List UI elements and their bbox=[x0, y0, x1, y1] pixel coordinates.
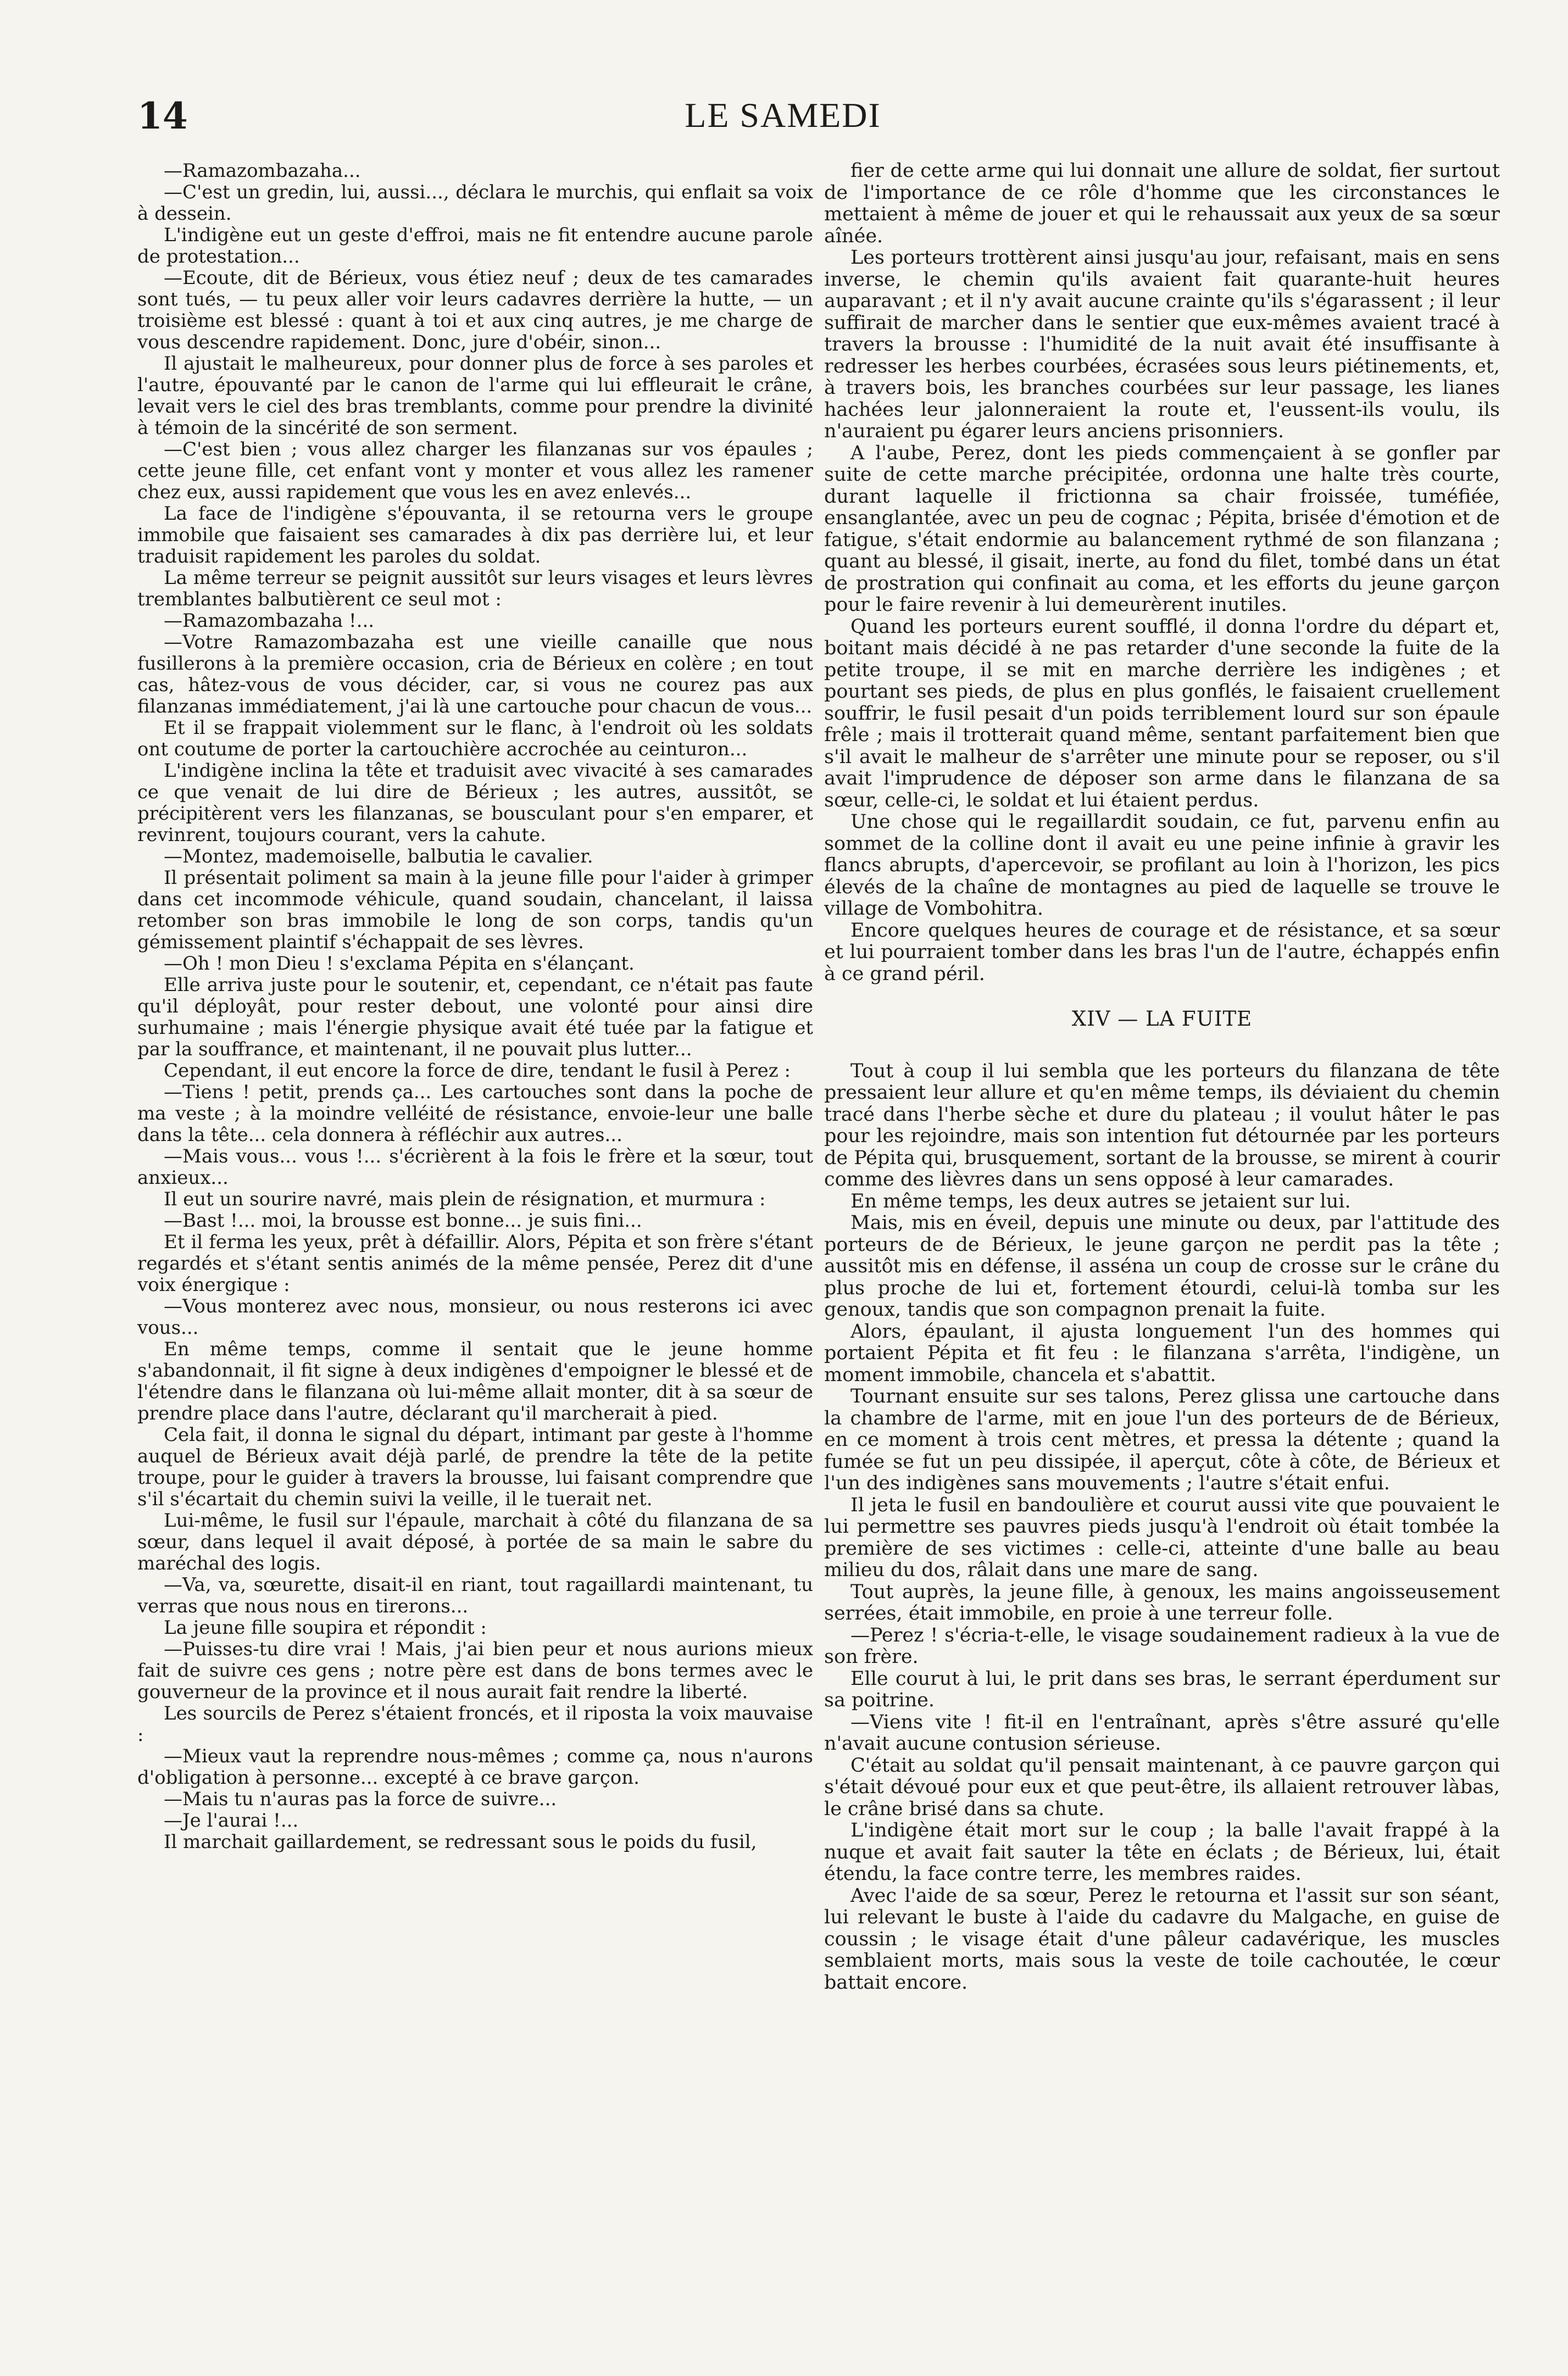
paragraph: —Mais tu n'auras pas la force de suivre... bbox=[164, 1788, 557, 1810]
paragraph: —Ecoute, dit de Bérieux, vous étiez neuf ; deux de tes camarades sont tués, — tu peux aller voir leurs cadavres derrière la hutte, — un troisième est blessé : quant à toi et aux cinq autres, je me charge de vous descendre rapidement. Donc, jure d'obéir, sinon... bbox=[137, 267, 813, 353]
paragraph: —Ramazombazaha !... bbox=[164, 610, 375, 632]
paragraph: L'indigène était mort sur le coup ; la balle l'avait frappé à la nuque et avait fait sauter la tête en éclats ; de Bérieux, lui, était étendu, la face contre terre, les membres raides. bbox=[824, 1819, 1500, 1885]
paragraph: L'indigène eut un geste d'effroi, mais ne fit entendre aucune parole de protestation... bbox=[137, 224, 813, 268]
paragraph: Elle courut à lui, le prit dans ses bras, le serrant éperdument sur sa poitrine. bbox=[824, 1667, 1500, 1711]
paragraph: En même temps, les deux autres se jetaient sur lui. bbox=[850, 1190, 1351, 1212]
paragraph: Avec l'aide de sa sœur, Perez le retourna et l'assit sur son séant, lui relevant le buste à l'aide du cadavre du Malgache, en guise de coussin ; le visage était d'une pâleur cadavérique, les muscles semblaient morts, mais sous la veste de toile cachoutée, le cœur battait encore. bbox=[824, 1884, 1500, 1994]
page-number: 14 bbox=[137, 94, 188, 137]
paragraph: Les sourcils de Perez s'étaient froncés, et il riposta la voix mauvaise : bbox=[137, 1702, 813, 1746]
paragraph: —Puisses-tu dire vrai ! Mais, j'ai bien peur et nous aurions mieux fait de suivre ces gens ; notre père est dans de bons termes avec le gouverneur de la province et il nous aurait fait rendre la liberté. bbox=[137, 1638, 813, 1703]
paragraph: —Va, va, sœurette, disait-il en riant, tout ragaillardi maintenant, tu verras que nous nous en tirerons... bbox=[137, 1574, 813, 1617]
section-title: XIV — LA FUITE bbox=[1071, 1007, 1253, 1031]
paragraph: —Mieux vaut la reprendre nous-mêmes ; comme ça, nous n'aurons d'obligation à personne... excepté à ce brave garçon. bbox=[137, 1745, 813, 1789]
paragraph: Lui-même, le fusil sur l'épaule, marchait à côté du filanzana de sa sœur, dans lequel il avait déposé, à portée de sa main le sabre du maréchal des logis. bbox=[137, 1510, 813, 1574]
paragraph: En même temps, comme il sentait que le jeune homme s'abandonnait, il fit signe à deux indigènes d'empoigner le blessé et de l'étendre dans le filanzana où lui-même allait monter, dit à sa sœur de prendre place dans l'autre, déclarant qu'il marcherait à pied. bbox=[137, 1338, 813, 1425]
paragraph: —Bast !... moi, la brousse est bonne... je suis fini... bbox=[164, 1210, 642, 1232]
paragraph: A l'aube, Perez, dont les pieds commençaient à se gonfler par suite de cette marche précipitée, ordonna une halte très courte, durant laquelle il frictionna sa chair froissée, tuméfiée, ensanglantée, avec un peu de cognac ; Pépita, brisée d'émotion et de fatigue, s'était endormie au balancement rythmé de son filanzana ; quant au blessé, il gisait, inerte, au fond du filet, tombé dans un état de prostration qui confinait au coma, et les efforts du jeune garçon pour le faire revenir à lui demeurèrent inutiles. bbox=[824, 442, 1500, 616]
paragraph: —C'est un gredin, lui, aussi..., déclara le murchis, qui enflait sa voix à dessein. bbox=[137, 181, 813, 225]
paragraph: Il marchait gaillardement, se redressant sous le poids du fusil, bbox=[164, 1831, 757, 1853]
paragraph: —Perez ! s'écria-t-elle, le visage soudainement radieux à la vue de son frère. bbox=[824, 1624, 1500, 1668]
paragraph: C'était au soldat qu'il pensait maintenant, à ce pauvre garçon qui s'était dévoué pour eux et que peut-être, ils allaient retrouver làbas, le crâne brisé dans sa chute. bbox=[824, 1754, 1500, 1820]
paragraph: —Tiens ! petit, prends ça... Les cartouches sont dans la poche de ma veste ; à la moindre velléité de résistance, envoie-leur une balle dans la tête... cela donnera à réfléchir aux autres... bbox=[137, 1081, 813, 1146]
paragraph: La face de l'indigène s'épouvanta, il se retourna vers le groupe immobile que faisaient ses camarades à dix pas derrière lui, et leur traduisit rapidement les paroles du soldat. bbox=[137, 503, 813, 567]
paragraph: —Je l'aurai !... bbox=[164, 1810, 299, 1832]
paragraph: Encore quelques heures de courage et de résistance, et sa sœur et lui pourraient tomber dans les bras l'un de l'autre, échappés enfin à ce grand péril. bbox=[824, 919, 1500, 985]
paragraph: Cependant, il eut encore la force de dire, tendant le fusil à Perez : bbox=[164, 1060, 791, 1082]
right-column bbox=[824, 160, 1500, 1994]
paragraph: Tout à coup il lui sembla que les porteurs du filanzana de tête pressaient leur allure et qu'en même temps, ils déviaient du chemin tracé dans l'herbe sèche et dure du plateau ; il voulut hâter le pas pour les rejoindre, mais son intention fut détournée par les porteurs de Pépita qui, brusquement, sortant de la brousse, se mirent à courir comme des lièvres dans un sens opposé à leur camarades. bbox=[824, 1060, 1500, 1190]
right-column-bottom-text bbox=[824, 1061, 1500, 1994]
paragraph: La jeune fille soupira et répondit : bbox=[164, 1617, 487, 1639]
paragraph: Tournant ensuite sur ses talons, Perez glissa une cartouche dans la chambre de l'arme, mit en joue l'un des porteurs de de Bérieux, en ce moment à trois cent mètres, et pressa la détente ; quand la fumée se fut un peu dissipée, il aperçut, côte à côte, de Bérieux et l'un des indigènes sans mouvements ; l'autre s'était enfui. bbox=[824, 1385, 1500, 1494]
paragraph: L'indigène inclina la tête et traduisit avec vivacité à ses camarades ce que venait de lui dire de Bérieux ; les autres, aussitôt, se précipitèrent vers les filanzanas, se bousculant pour s'en emparer, et revinrent, toujours courant, vers la cahute. bbox=[137, 760, 813, 846]
paragraph: Cela fait, il donna le signal du départ, intimant par geste à l'homme auquel de Bérieux avait déjà parlé, de prendre la tête de la petite troupe, pour le guider à travers la brousse, lui faisant comprendre que s'il s'écartait du chemin suivi la veille, il le tuerait net. bbox=[137, 1424, 813, 1510]
journal-title: LE SAMEDI bbox=[685, 96, 881, 135]
paragraph: Alors, épaulant, il ajusta longuement l'un des hommes qui portaient Pépita et fit feu : le filanzana s'arrêta, l'indigène, un moment immobile, chancela et s'abattit. bbox=[824, 1320, 1500, 1386]
paragraph: Tout auprès, la jeune fille, à genoux, les mains angoisseusement serrées, était immobile, en proie à une terreur folle. bbox=[824, 1581, 1500, 1624]
left-column bbox=[137, 160, 813, 1853]
paragraph: —Votre Ramazombazaha est une vieille canaille que nous fusillerons à la première occasion, cria de Bérieux en colère ; en tout cas, hâtez-vous de vous décider, car, si vous ne courez pas aux filanzanas immédiatement, j'ai là une cartouche pour chacun de vous... bbox=[137, 631, 813, 717]
right-column-top-text bbox=[824, 160, 1500, 985]
paragraph: fier de cette arme qui lui donnait une allure de soldat, fier surtout de l'importance de ce rôle d'homme que les circonstances le mettaient à même de jouer et qui le rehaussait aux yeux de sa sœur aînée. bbox=[824, 160, 1500, 247]
paragraph: —Viens vite ! fit-il en l'entraînant, après s'être assuré qu'elle n'avait aucune contusion sérieuse. bbox=[824, 1711, 1500, 1755]
paragraph: —Ramazombazaha... bbox=[164, 160, 361, 182]
paragraph: Une chose qui le regaillardit soudain, ce fut, parvenu enfin au sommet de la colline dont il avait eu une peine infinie à gravir les flancs abrupts, d'apercevoir, se profilant au loin à l'horizon, les pics élevés de la chaîne de montagnes au pied de laquelle se trouve le village de Vombohitra. bbox=[824, 811, 1500, 920]
paragraph: —Vous monterez avec nous, monsieur, ou nous resterons ici avec vous... bbox=[137, 1295, 813, 1339]
paragraph: Mais, mis en éveil, depuis une minute ou deux, par l'attitude des porteurs de de Bérieux, le jeune garçon ne perdit pas la tête ; aussitôt mis en défense, il asséna un coup de crosse sur le crâne du plus proche de lui et, fortement étourdi, celui-là tomba sur les genoux, tandis que son compagnon prenait la fuite. bbox=[824, 1212, 1500, 1321]
paragraph: Et il ferma les yeux, prêt à défaillir. Alors, Pépita et son frère s'étant regardés et s'étant sentis animés de la même pensée, Perez dit d'une voix énergique : bbox=[137, 1231, 813, 1296]
paragraph: —Oh ! mon Dieu ! s'exclama Pépita en s'élançant. bbox=[164, 953, 635, 975]
paragraph: Il jeta le fusil en bandoulière et courut aussi vite que pouvaient le lui permettre ses pauvres pieds jusqu'à l'endroit où était tombée la première de ses victimes : celle-ci, atteinte d'une balle au beau milieu du dos, râlait dans une mare de sang. bbox=[824, 1494, 1500, 1581]
paragraph: Elle arriva juste pour le soutenir, et, cependant, ce n'était pas faute qu'il déployât, pour rester debout, une volonté pour ainsi dire surhumaine ; mais l'énergie physique avait été tuée par la fatigue et par la souffrance, et maintenant, il ne pouvait plus lutter... bbox=[137, 974, 813, 1060]
paragraph: Et il se frappait violemment sur le flanc, à l'endroit où les soldats ont coutume de porter la cartouchière accrochée au ceinturon... bbox=[137, 717, 813, 760]
paragraph: Il ajustait le malheureux, pour donner plus de force à ses paroles et l'autre, épouvanté par le canon de l'arme qui lui effleurait le crâne, levait vers le ciel des bras tremblants, comme pour prendre la divinité à témoin de la sincérité de son serment. bbox=[137, 353, 813, 439]
paragraph: Il présentait poliment sa main à la jeune fille pour l'aider à grimper dans cet incommode véhicule, quand soudain, chancelant, il laissa retomber son bras immobile le long de son corps, tandis qu'un gémissement plaintif s'échappait de ses lèvres. bbox=[137, 867, 813, 953]
paragraph: —Mais vous... vous !... s'écrièrent à la fois le frère et la sœur, tout anxieux... bbox=[137, 1145, 813, 1189]
paragraph: Quand les porteurs eurent soufflé, il donna l'ordre du départ et, boitant mais décidé à ne pas retarder d'une seconde la fuite de la petite troupe, il se mit en marche derrière les indigènes ; et pourtant ses pieds, de plus en plus gonflés, le faisaient cruellement souffrir, le fusil pesait d'un poids terriblement lourd sur son épaule frêle ; mais il trotterait quand même, sentant parfaitement bien que s'il avait le malheur de s'arrêter une minute pour se reposer, ou s'il avait l'imprudence de déposer son arme dans le filanzana de sa sœur, celle-ci, le soldat et lui étaient perdus. bbox=[824, 615, 1500, 811]
running-head bbox=[137, 94, 1428, 147]
paragraph: —C'est bien ; vous allez charger les filanzanas sur vos épaules ; cette jeune fille, cet enfant vont y monter et vous allez les ramener chez eux, aussi rapidement que vous les en avez enlevés... bbox=[137, 438, 813, 503]
paragraph: Les porteurs trottèrent ainsi jusqu'au jour, refaisant, mais en sens inverse, le chemin qu'ils avaient fait quarante-huit heures auparavant ; et il n'y avait aucune crainte qu'ils s'égarassent ; il leur suffirait de marcher dans le sentier que eux-mêmes avaient tracé à travers la brousse : l'humidité de la nuit avait été insuffisante à redresser les herbes courbées, écrasées sous leurs piétinements, et, à travers bois, les branches courbées sur leur passage, les lianes hachées leur jalonneraient la route et, l'eussent-ils voulu, ils n'auraient pu égarer leurs anciens prisonniers. bbox=[824, 247, 1500, 442]
paragraph: La même terreur se peignit aussitôt sur leurs visages et leurs lèvres tremblantes balbutièrent ce seul mot : bbox=[137, 567, 813, 610]
paragraph: —Montez, mademoiselle, balbutia le cavalier. bbox=[164, 845, 593, 867]
paragraph: Il eut un sourire navré, mais plein de résignation, et murmura : bbox=[164, 1188, 766, 1210]
